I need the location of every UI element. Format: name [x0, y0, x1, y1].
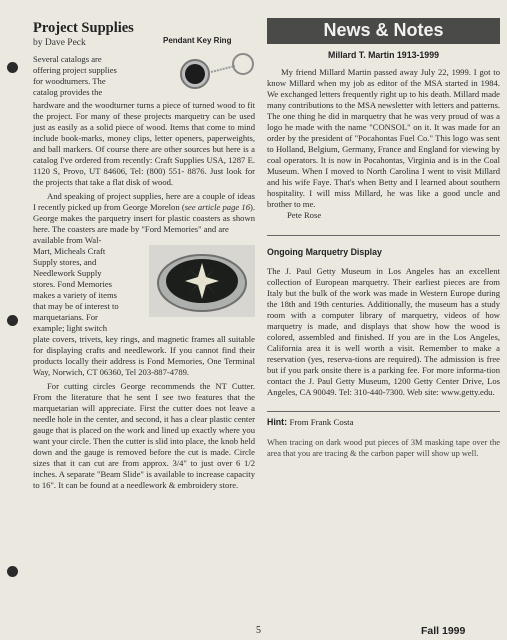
- coaster-text-b: ). George makes the parquetry insert for plastic coasters as shown here. The coasters are made by "Ford Memories" and are: [33, 202, 256, 234]
- hint-heading: [267, 417, 500, 427]
- project-supplies-column: [33, 20, 255, 491]
- news-notes-column: [267, 18, 500, 459]
- section-divider: [267, 411, 500, 412]
- key-ring-icon: [151, 36, 261, 96]
- binder-hole-bottom: [7, 566, 18, 577]
- project-supplies-byline: by Dave Peck: [33, 38, 86, 48]
- intro-line: catalog provides the: [33, 87, 103, 97]
- coaster-paragraph-rest: plate covers, trivets, key rings, and magnetic frames all suitable for displaying crafts and needlework. If you cannot find their products locally their address is Fond Memories, One Terminal Way, Norwich, CT 06360, Tel 203-887-4789.: [33, 334, 255, 377]
- issue-label: Fall 1999: [421, 625, 466, 637]
- intro-line: for woodturners. The: [33, 76, 106, 86]
- coaster-line: stores. Fond Memories: [33, 279, 113, 289]
- coaster-line: that may be of interest to: [33, 301, 119, 311]
- coaster-line: Mart, Micheals Craft: [33, 246, 106, 256]
- pendant-key-ring-photo: [151, 36, 261, 96]
- pendant-key-ring-caption: Pendant Key Ring: [163, 36, 232, 45]
- intro-paragraph-rest: hardware and the woodturner turns a piece of turned wood to fit the project. For many of these projects marquetry can be used just as easily as a solid piece of wood. Items that come to mind include book-marks, money clips, letter openers, paperweights, and ball markers. Of course there are other sources but here is a catalog I've ordered from recently: Craft Supplies USA, 1287 E. 1120 S, Provo, UT 84606, Tel: (800) 551- 8876. Just look for the projects that take a flat disk of wood.: [33, 100, 255, 187]
- coaster-block: [33, 235, 255, 334]
- obituary-title: Millard T. Martin 1913-1999: [328, 50, 439, 60]
- coaster-line: available from Wal-: [33, 235, 102, 245]
- hint-author: From Frank Costa: [289, 417, 354, 427]
- hint-body: When tracing on dark wood put pieces of 3M masking tape over the area that you are tracing & the carbon paper will show up well.: [267, 438, 500, 458]
- project-supplies-title: Project Supplies: [33, 20, 134, 36]
- coaster-line: Supply stores, and: [33, 257, 97, 267]
- coaster-line: makes a variety of items: [33, 290, 117, 300]
- article-reference: see article page 16: [184, 202, 250, 212]
- obituary-body: My friend Millard Martin passed away July 22, 1999. I got to know Millard when my job as editor of the MSA started in 1984. We exchanged letters frequently right up to his death. Millard made many contributions to the MSA newsletter with letters and patterns. The one thing he did in marquetry that he was very proud of was a logo he made with the name "CONSOL" on it. It was made for an order by the president of "Pocahontas Fuel Co." This logo was sent to Holland, Belgium, Germany, France and England for viewing by coal operators. It is now in Pocahontas, Virginia and is in the Coal Museum. When I moved to North Carolina I went to visit Millard and his wife Faye. That's when Betty and I learned about southern hospitality. I will miss Millard, he was like a good uncle and brother to me.: [267, 67, 500, 209]
- intro-line: Several catalogs are: [33, 54, 102, 64]
- coaster-paragraph-top: [33, 191, 255, 235]
- coaster-photo: [149, 245, 255, 317]
- circle-cutter-paragraph: For cutting circles George recommends the NT Cutter. From the literature that he sent I see two features that the marquetarian will appreciate. First the cutter does not leave a needle hole in the center, and second, it has a clear plastic center gauge that is placed on the work and lined up exactly where you want your circle. Then the cutter is slid into place, the knob held down and the gauge is removed before the cut is made. Circle sizes that it can cut are from approx. 3/4" to just over 6 1/2 inches. A separate "Beam Slide" is available to increase capacity to 16". It can be found at a needlework & embroidery store.: [33, 381, 255, 490]
- coaster-line: marquetarians. For: [33, 312, 98, 322]
- marquetry-display-body: The J. Paul Getty Museum in Los Angeles has an excellent collection of European marquetry. Their earliest pieces are from Italy but the bulk of the work was made in Western Europe during the 18th and 19th centuries. Additionally, the museum has a study room with a computer library of marquetry, videos of how marquetry is made, and displays that show how the wood is colored, assembled and finished. If you are in the Los Angeles, California area it is well worth a visit. Remember to make a reservation (yes, reserva-tions are required). The admission is free but if you park onsite there is a parking fee. For more informa-tion contact the J. Paul Getty Museum, 1200 Getty Center Drive, Los Angeles, CA 90049. Tel: 310-440-7300. Web site: www.getty.edu.: [267, 266, 500, 397]
- page-number: 5: [256, 625, 261, 636]
- marquetry-display-title: Ongoing Marquetry Display: [267, 247, 382, 257]
- binder-hole-top: [7, 62, 18, 73]
- section-divider: [267, 235, 500, 236]
- binder-hole-middle: [7, 315, 18, 326]
- coaster-text-a: And speaking of project supplies, here are a couple of ideas I recently picked up from George Morelon (: [33, 191, 255, 212]
- obituary-signature: Pete Rose: [287, 210, 322, 220]
- coaster-line: example; light switch: [33, 323, 107, 333]
- hint-label: Hint:: [267, 417, 288, 427]
- coaster-line: Needlework Supply: [33, 268, 102, 278]
- news-notes-banner: News & Notes: [267, 18, 500, 44]
- intro-line: offering project supplies: [33, 65, 117, 75]
